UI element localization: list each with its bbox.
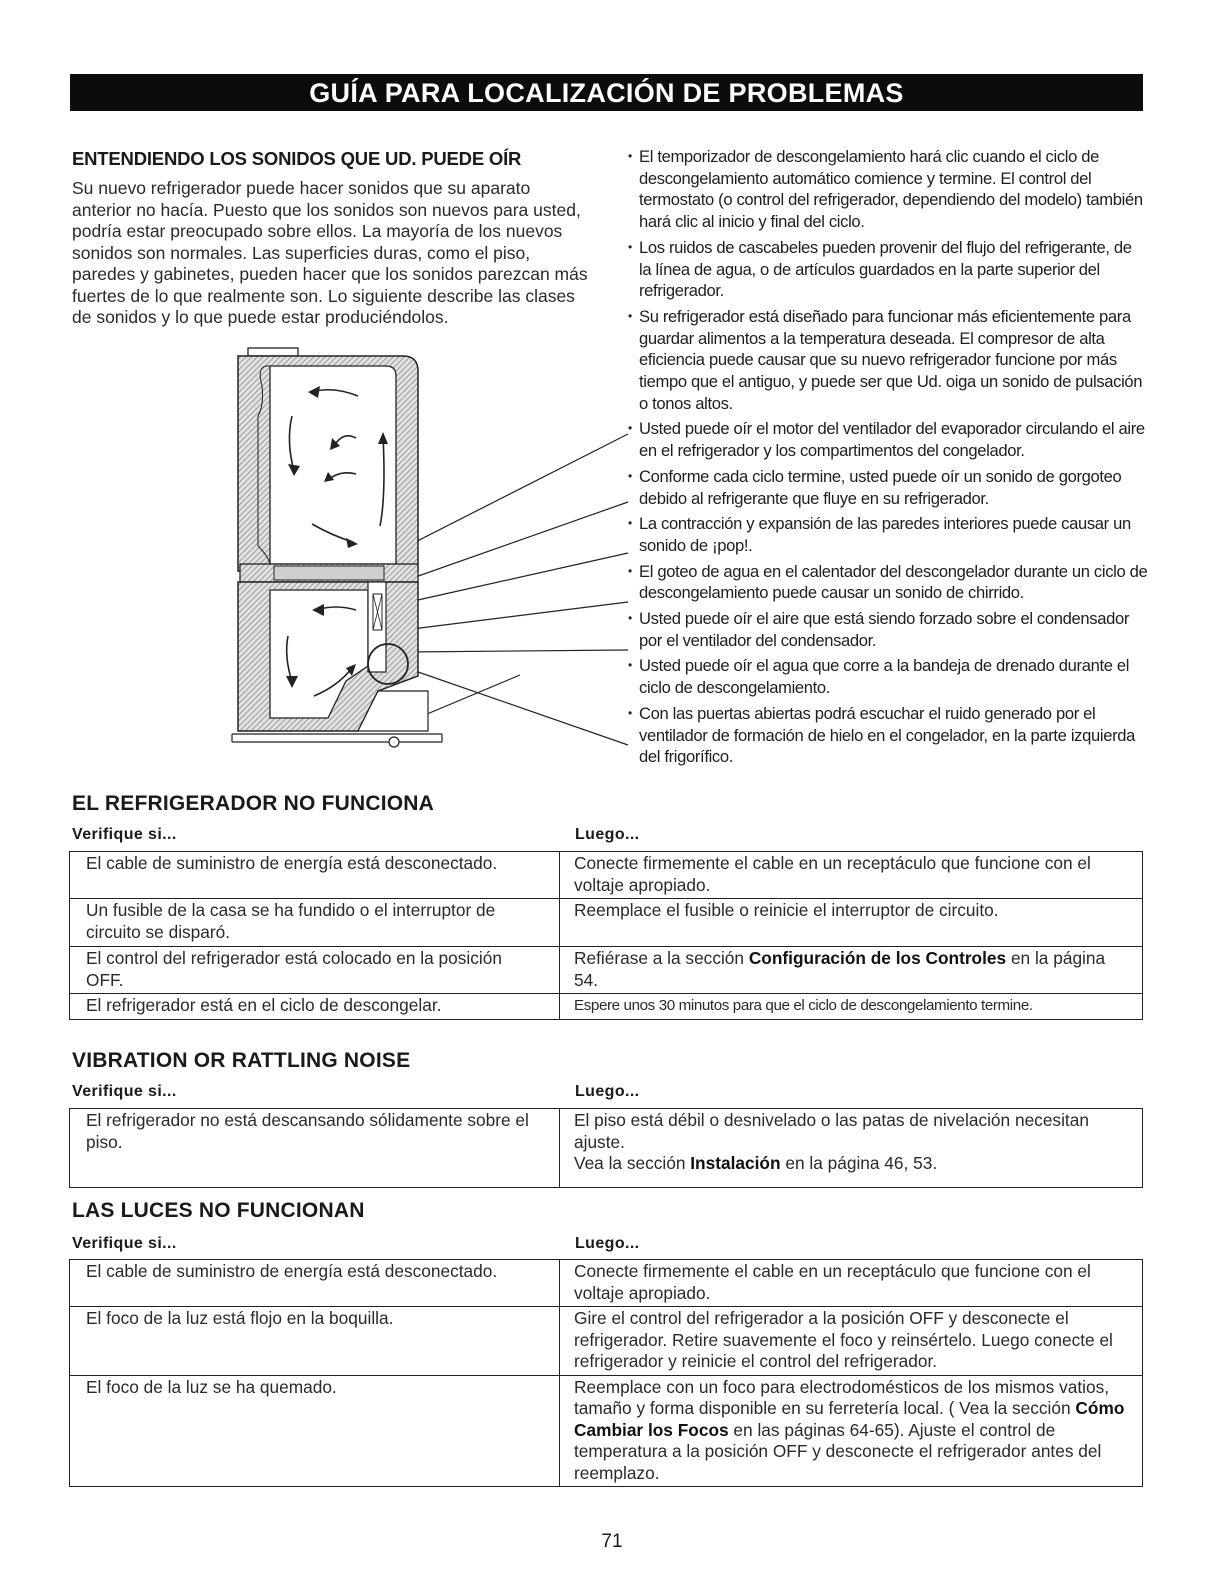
table-cell-check: El cable de suministro de energía está desconectado. xyxy=(70,1260,560,1307)
table-row xyxy=(70,947,1143,994)
text-line: El piso está débil o desnivelado o las patas de nivelación necesitan ajuste. xyxy=(574,1110,1089,1152)
table-row xyxy=(70,1307,1143,1376)
section-title-vibration: VIBRATION OR RATTLING NOISE xyxy=(72,1049,411,1072)
table-cell-check: El refrigerador no está descansando sólidamente sobre el piso. xyxy=(70,1109,560,1188)
text-span: en las páginas 64-65). Ajuste el control de temperatura a la posición OFF y desconecte el refrigerador antes del reemplazo. xyxy=(574,1419,1102,1483)
list-item: • El temporizador de descongelamiento hará clic cuando el ciclo de descongelamiento automático comience y termine. El control del termostato (o control del refrigerador, dependiendo del modelo) también hará clic al inicio y final del ciclo. xyxy=(628,146,1148,233)
sounds-heading: ENTENDIENDO LOS SONIDOS QUE UD. PUEDE OÍR xyxy=(72,148,522,169)
text-span: en la página 46, 53. xyxy=(780,1153,938,1173)
table-cell-then: Conecte firmemente el cable en un receptáculo que funcione con el voltaje apropiado. xyxy=(560,1260,1143,1307)
table-luces xyxy=(69,1259,1143,1487)
list-item: • Conforme cada ciclo termine, usted puede oír un sonido de gorgoteo debido al refrigerante que fluye en su refrigerador. xyxy=(628,466,1148,509)
col-head-verifique: Verifique si... xyxy=(72,826,177,843)
table-cell-check: El refrigerador está en el ciclo de descongelar. xyxy=(70,994,560,1020)
list-item: • Usted puede oír el agua que corre a la bandeja de drenado durante el ciclo de descongelamiento. xyxy=(628,655,1148,698)
list-item: • Usted puede oír el aire que está siendo forzado sobre el condensador por el ventilador del condensador. xyxy=(628,608,1148,651)
bold-ref: Cómo Cambiar los Focos xyxy=(574,1398,1125,1440)
sounds-intro: Su nuevo refrigerador puede hacer sonidos que su aparato anterior no hacía. Puesto que los sonidos son nuevos para usted, podría estar preocupado sobre ellos. La mayoría de los nuevos sonidos son normales. Las superficies duras, como el piso, paredes y gabinetes, pueden hacer que los sonidos parezcan más fuertes de lo que realmente son. Lo siguiente describe las clases de sonidos y lo que puede estar produciéndolos. xyxy=(72,178,588,327)
col-head-luego: Luego... xyxy=(575,826,640,843)
col-head-verifique: Verifique si... xyxy=(72,1235,177,1252)
table-cell-check: El cable de suministro de energía está desconectado. xyxy=(70,852,560,899)
col-head-luego: Luego... xyxy=(575,1235,640,1252)
table-cell-check: El foco de la luz está flojo en la boquilla. xyxy=(70,1307,560,1376)
table-row xyxy=(70,899,1143,947)
table-row xyxy=(70,1260,1143,1307)
text-span: Reemplace con un foco para electrodomésticos de los mismos vatios, tamaño y forma disponible en su ferretería local. ( Vea la sección xyxy=(574,1376,1110,1418)
refrigerator-diagram-icon xyxy=(228,346,448,756)
table-cell-then: Gire el control del refrigerador a la posición OFF y desconecte el refrigerador. Retire suavemente el foco y reinsértelo. Luego conecte el refrigerador y reinicie el control del refrigerador. xyxy=(560,1307,1143,1376)
table-cell-then xyxy=(560,1109,1143,1188)
list-item: • Los ruidos de cascabeles pueden provenir del flujo del refrigerante, de la línea de agua, o de artículos guardados en la parte superior del refrigerador. xyxy=(628,237,1148,302)
section-title-luces: LAS LUCES NO FUNCIONAN xyxy=(72,1199,365,1222)
col-head-luego: Luego... xyxy=(575,1083,640,1100)
col-head-verifique: Verifique si... xyxy=(72,1083,177,1100)
table-row xyxy=(70,1109,1143,1188)
table-row xyxy=(70,852,1143,899)
table-cell-then xyxy=(560,1375,1143,1487)
table-row xyxy=(70,1375,1143,1487)
bold-ref: Configuración de los Controles xyxy=(748,948,1007,968)
table-cell-then: Espere unos 30 minutos para que el ciclo de descongelamiento termine. xyxy=(560,994,1143,1020)
table-cell-check: El foco de la luz se ha quemado. xyxy=(70,1375,560,1487)
text-span: Refiérase a la sección xyxy=(574,948,749,968)
table-cell-check: El control del refrigerador está colocado en la posición OFF. xyxy=(70,947,560,994)
text-span: en la página 54. xyxy=(574,948,1106,990)
bold-ref: Instalación xyxy=(690,1153,781,1173)
table-no-funciona xyxy=(69,851,1143,1020)
table-cell-then xyxy=(560,947,1143,994)
page-number: 71 xyxy=(601,1531,623,1552)
list-item: • Usted puede oír el motor del ventilador del evaporador circulando el aire en el refrigerador y los compartimentos del congelador. xyxy=(628,418,1148,461)
table-cell-check: Un fusible de la casa se ha fundido o el interruptor de circuito se disparó. xyxy=(70,899,560,947)
page-title: GUÍA PARA LOCALIZACIÓN DE PROBLEMAS xyxy=(70,74,1143,111)
section-title-no-funciona: EL REFRIGERADOR NO FUNCIONA xyxy=(72,792,435,815)
text-span: Vea la sección xyxy=(574,1153,691,1173)
list-item: • Su refrigerador está diseñado para funcionar más eficientemente para guardar alimentos a la temperatura deseada. El compresor de alta eficiencia puede causar que su nuevo refrigerador funcione por más tiempo que el antiguo, y puede ser que Ud. oiga un sonido de pulsación o tonos altos. xyxy=(628,306,1148,415)
list-item: • El goteo de agua en el calentador del descongelador durante un ciclo de descongelamiento puede causar un sonido de chirrido. xyxy=(628,561,1148,604)
table-cell-then: Reemplace el fusible o reinicie el interruptor de circuito. xyxy=(560,899,1143,947)
list-item: • Con las puertas abiertas podrá escuchar el ruido generado por el ventilador de formación de hielo en el congelador, en la parte izquierda del frigorífico. xyxy=(628,703,1148,768)
table-vibration xyxy=(69,1108,1143,1188)
sounds-list xyxy=(628,146,1148,772)
table-row xyxy=(70,994,1143,1020)
list-item: • La contracción y expansión de las paredes interiores puede causar un sonido de ¡pop!. xyxy=(628,513,1148,556)
table-cell-then: Conecte firmemente el cable en un receptáculo que funcione con el voltaje apropiado. xyxy=(560,852,1143,899)
